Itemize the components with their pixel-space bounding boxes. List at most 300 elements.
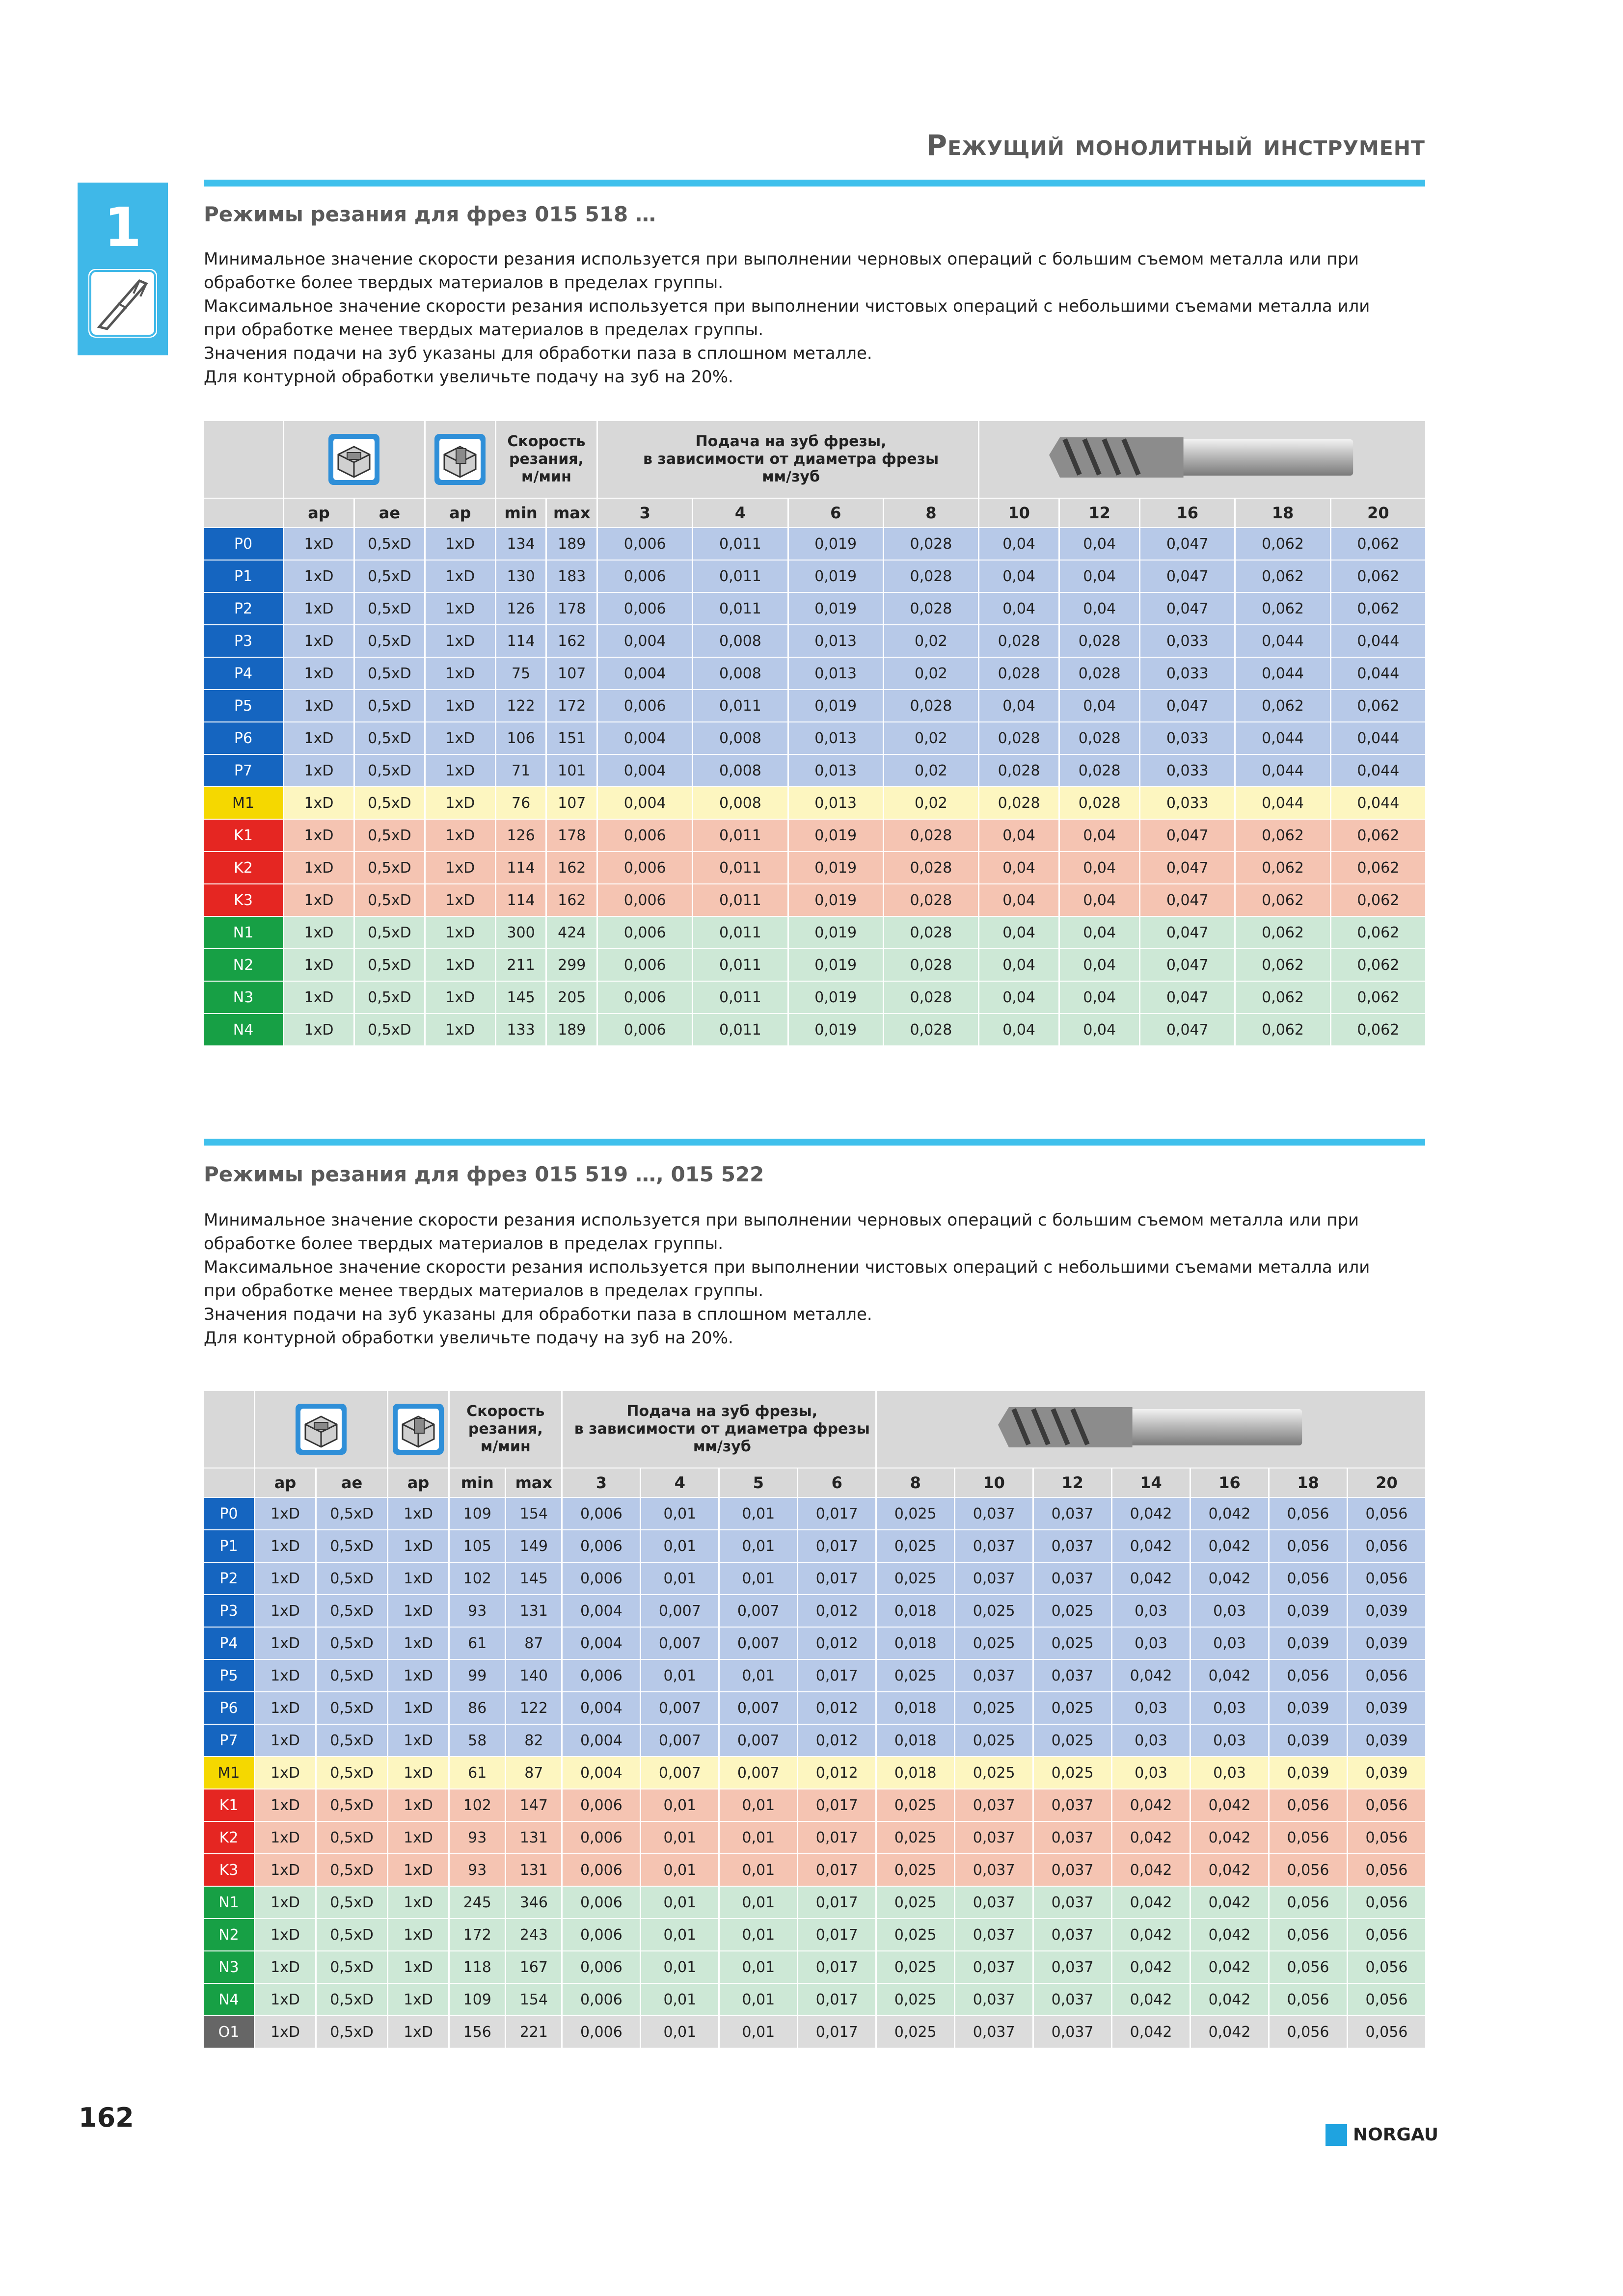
table-cell: 0,004 (598, 755, 692, 786)
table-cell: 0,5xD (355, 593, 424, 624)
table-row (204, 1789, 1425, 1821)
table-cell: 1xD (255, 2016, 315, 2048)
table-cell: 0,011 (693, 949, 787, 981)
table-cell: 0,018 (877, 1595, 954, 1627)
table-cell: 0,019 (789, 982, 883, 1013)
slot-milling-icon (296, 1404, 347, 1455)
table-row (204, 949, 1425, 981)
contour-milling-icon (393, 1404, 444, 1455)
table-cell: 1xD (284, 690, 353, 721)
table-cell: 0,056 (1270, 2016, 1347, 2048)
table-row (204, 820, 1425, 851)
table-cell: 1xD (255, 1595, 315, 1627)
cutting-data-table (202, 420, 1427, 1046)
table-cell: 0,04 (1060, 561, 1139, 592)
table-cell: 0,01 (641, 1887, 718, 1918)
table-cell: 0,037 (1034, 1854, 1111, 1886)
table-cell: 1xD (388, 1789, 448, 1821)
table-cell: 0,025 (1034, 1595, 1111, 1627)
table-row (204, 690, 1425, 721)
table-cell: 0,018 (877, 1692, 954, 1724)
table-cell: 106 (496, 722, 546, 754)
table-cell: 0,025 (877, 1530, 954, 1562)
table-cell: 0,062 (1236, 1014, 1329, 1045)
table-cell: 0,03 (1112, 1628, 1190, 1659)
table-cell: 0,062 (1331, 884, 1425, 916)
table-cell: 107 (547, 658, 596, 689)
table-cell: 0,037 (955, 1919, 1032, 1950)
table-cell: 0,056 (1270, 1854, 1347, 1886)
table-cell: 0,011 (693, 852, 787, 883)
table-cell: 0,056 (1270, 1530, 1347, 1562)
table-cell: 1xD (284, 787, 353, 819)
table-cell: 0,007 (720, 1757, 797, 1789)
table-cell: 0,5xD (317, 1498, 387, 1529)
corner-cell (204, 1391, 254, 1468)
table-cell: 0,042 (1191, 1887, 1268, 1918)
table-cell: 1xD (255, 1984, 315, 2015)
table-cell: 105 (450, 1530, 505, 1562)
table-cell: 1xD (255, 1660, 315, 1691)
feed-label-line: Подача на зуб фрезы, (626, 1403, 818, 1420)
section1-line: при обработке менее твердых материалов в пределах группы. (204, 320, 764, 340)
table-row (204, 1951, 1425, 1983)
table-cell: 1xD (426, 884, 495, 916)
table-cell: 0,006 (598, 561, 692, 592)
column-header: min (450, 1468, 505, 1497)
column-header: 3 (563, 1468, 640, 1497)
table-cell: 205 (547, 982, 596, 1013)
table-cell: 134 (496, 528, 546, 560)
table-cell: 0,007 (641, 1628, 718, 1659)
table-cell: 1xD (255, 1692, 315, 1724)
table-cell: 0,056 (1348, 2016, 1425, 2048)
table-cell: 0,04 (1060, 917, 1139, 948)
table-cell: 0,004 (563, 1757, 640, 1789)
table-cell: 0,047 (1140, 949, 1234, 981)
table-cell: 0,056 (1348, 1919, 1425, 1950)
table-cell: 0,037 (1034, 1951, 1111, 1983)
table-cell: 0,037 (1034, 1984, 1111, 2015)
table-cell: 0,047 (1140, 561, 1234, 592)
table-cell: 0,006 (563, 1984, 640, 2015)
table-cell: 0,004 (598, 722, 692, 754)
table-cell: 0,011 (693, 982, 787, 1013)
table-cell: 0,04 (979, 852, 1058, 883)
material-group-label: N2 (204, 949, 283, 981)
column-header: 3 (598, 499, 692, 527)
table-cell: 0,039 (1270, 1595, 1347, 1627)
table-cell: 0,02 (884, 722, 978, 754)
table-cell: 0,042 (1112, 1854, 1190, 1886)
table-cell: 0,028 (979, 625, 1058, 657)
table-cell: 0,004 (563, 1692, 640, 1724)
table-cell: 0,017 (798, 1984, 875, 2015)
table-cell: 0,056 (1348, 1984, 1425, 2015)
column-header: 16 (1191, 1468, 1268, 1497)
table-cell: 0,017 (798, 1660, 875, 1691)
table-row (204, 561, 1425, 592)
table-cell: 0,01 (641, 1984, 718, 2015)
table-cell: 0,056 (1270, 1660, 1347, 1691)
table-cell: 162 (547, 625, 596, 657)
table-cell: 0,039 (1348, 1757, 1425, 1789)
column-header: ae (355, 499, 424, 527)
column-header: ae (317, 1468, 387, 1497)
table-cell: 0,044 (1236, 625, 1329, 657)
table-row (204, 852, 1425, 883)
table-cell: 0,04 (979, 949, 1058, 981)
table-cell: 0,019 (789, 561, 883, 592)
column-header: 6 (798, 1468, 875, 1497)
table-cell: 0,033 (1140, 625, 1234, 657)
table-cell: 1xD (388, 1822, 448, 1853)
table-cell: 1xD (388, 1919, 448, 1950)
table-cell: 0,028 (1060, 722, 1139, 754)
table-row (204, 658, 1425, 689)
table-cell: 1xD (255, 1563, 315, 1594)
table-cell: 0,5xD (317, 1822, 387, 1853)
table-cell: 1xD (284, 755, 353, 786)
table-cell: 0,047 (1140, 528, 1234, 560)
table-cell: 1xD (255, 1789, 315, 1821)
header-rule (204, 180, 1425, 187)
table-row (204, 1887, 1425, 1918)
table-cell: 0,007 (720, 1692, 797, 1724)
table-cell: 189 (547, 1014, 596, 1045)
table-cell: 0,01 (720, 1498, 797, 1529)
material-group-label: P5 (204, 690, 283, 721)
material-group-label: P2 (204, 1563, 254, 1594)
table-row (204, 1595, 1425, 1627)
table-cell: 1xD (255, 1725, 315, 1756)
table-cell: 0,056 (1270, 1563, 1347, 1594)
table-cell: 0,012 (798, 1595, 875, 1627)
table-cell: 0,042 (1112, 1984, 1190, 2015)
table-cell: 0,018 (877, 1725, 954, 1756)
table-cell: 0,04 (1060, 593, 1139, 624)
table-cell: 0,008 (693, 625, 787, 657)
table-cell: 1xD (284, 528, 353, 560)
table-cell: 0,028 (884, 593, 978, 624)
speed-label-line: м/мин (521, 468, 571, 485)
table-cell: 0,03 (1191, 1725, 1268, 1756)
table-cell: 0,04 (1060, 852, 1139, 883)
table-cell: 0,056 (1270, 1789, 1347, 1821)
table-cell: 0,028 (884, 884, 978, 916)
table-cell: 0,04 (1060, 982, 1139, 1013)
material-group-label: K1 (204, 1789, 254, 1821)
column-header: max (506, 1468, 561, 1497)
table-cell: 0,037 (1034, 2016, 1111, 2048)
table-cell: 0,017 (798, 1789, 875, 1821)
table-cell: 0,04 (979, 884, 1058, 916)
table-cell: 0,04 (979, 561, 1058, 592)
section1-line: Для контурной обработки увеличьте подачу на зуб на 20%. (204, 367, 733, 387)
table-cell: 1xD (255, 1498, 315, 1529)
table-cell: 114 (496, 852, 546, 883)
table-cell: 0,007 (720, 1595, 797, 1627)
table-cell: 0,5xD (355, 528, 424, 560)
table-cell: 0,033 (1140, 722, 1234, 754)
table-cell: 0,01 (641, 1951, 718, 1983)
table-cell: 0,006 (563, 1563, 640, 1594)
table-cell: 0,04 (979, 528, 1058, 560)
contour-milling-icon (434, 434, 486, 485)
table-cell: 0,5xD (355, 658, 424, 689)
table-cell: 0,062 (1236, 561, 1329, 592)
table-cell: 0,011 (693, 884, 787, 916)
end-mill-photo (994, 1395, 1308, 1459)
table-cell: 1xD (284, 982, 353, 1013)
table-cell: 122 (506, 1692, 561, 1724)
column-header: 12 (1060, 499, 1139, 527)
table-cell: 0,025 (877, 1660, 954, 1691)
table-cell: 0,01 (641, 1854, 718, 1886)
table-cell: 87 (506, 1757, 561, 1789)
table-cell: 0,037 (955, 1563, 1032, 1594)
table-cell: 162 (547, 852, 596, 883)
table-cell: 0,01 (641, 1530, 718, 1562)
table-cell: 82 (506, 1725, 561, 1756)
table-cell: 0,056 (1348, 1951, 1425, 1983)
speed-label-line: резания, (509, 451, 584, 468)
table-cell: 126 (496, 593, 546, 624)
table-cell: 0,011 (693, 690, 787, 721)
table-cell: 0,028 (884, 528, 978, 560)
table-cell: 0,011 (693, 917, 787, 948)
table-cell: 0,037 (955, 1887, 1032, 1918)
table-cell: 0,042 (1191, 1563, 1268, 1594)
table-cell: 0,019 (789, 593, 883, 624)
table-cell: 0,03 (1112, 1692, 1190, 1724)
table-cell: 130 (496, 561, 546, 592)
table-cell: 0,025 (1034, 1692, 1111, 1724)
table-cell: 172 (450, 1919, 505, 1950)
speed-label-line: Скорость (507, 433, 586, 450)
table-cell: 131 (506, 1822, 561, 1853)
table-cell: 1xD (284, 884, 353, 916)
table-cell: 0,006 (598, 982, 692, 1013)
table-cell: 0,044 (1236, 787, 1329, 819)
table-cell: 0,039 (1348, 1595, 1425, 1627)
table-cell: 1xD (388, 2016, 448, 2048)
table-row (204, 1919, 1425, 1950)
material-group-label: N4 (204, 1014, 283, 1045)
material-group-label: M1 (204, 787, 283, 819)
column-header: max (547, 499, 596, 527)
table-cell: 0,011 (693, 528, 787, 560)
table-cell: 0,028 (884, 949, 978, 981)
table-cell: 0,047 (1140, 917, 1234, 948)
table-cell: 1xD (388, 1498, 448, 1529)
column-header: ap (284, 499, 353, 527)
feed-label-line: в зависимости от диаметра фрезы (574, 1420, 870, 1438)
table-cell: 0,006 (598, 949, 692, 981)
table-cell: 0,042 (1112, 1822, 1190, 1853)
table-cell: 0,028 (884, 690, 978, 721)
table-cell: 0,028 (884, 852, 978, 883)
table-cell: 0,056 (1348, 1854, 1425, 1886)
material-group-label: N3 (204, 1951, 254, 1983)
column-header: 8 (884, 499, 978, 527)
table-cell: 61 (450, 1757, 505, 1789)
table-cell: 0,019 (789, 690, 883, 721)
table-cell: 122 (496, 690, 546, 721)
table-cell: 0,062 (1331, 982, 1425, 1013)
material-group-label: P1 (204, 561, 283, 592)
table-cell: 0,028 (979, 722, 1058, 754)
table-cell: 1xD (388, 1660, 448, 1691)
table-cell: 0,028 (884, 1014, 978, 1045)
table-cell: 1xD (284, 917, 353, 948)
table-cell: 0,006 (598, 593, 692, 624)
slot-milling-icon (328, 434, 379, 485)
table-cell: 299 (547, 949, 596, 981)
material-group-label: P3 (204, 625, 283, 657)
table-cell: 93 (450, 1595, 505, 1627)
table-cell: 0,006 (598, 528, 692, 560)
table-cell: 0,047 (1140, 884, 1234, 916)
table-cell: 93 (450, 1854, 505, 1886)
table-cell: 0,012 (798, 1692, 875, 1724)
column-header: 10 (955, 1468, 1032, 1497)
table-cell: 0,007 (641, 1757, 718, 1789)
table-cell: 0,017 (798, 1530, 875, 1562)
table-cell: 0,5xD (355, 820, 424, 851)
table-cell: 126 (496, 820, 546, 851)
table-row (204, 1014, 1425, 1045)
table-cell: 0,007 (720, 1628, 797, 1659)
table-cell: 0,008 (693, 658, 787, 689)
table-cell: 0,004 (598, 658, 692, 689)
table-cell: 0,006 (598, 820, 692, 851)
table-cell: 0,062 (1331, 561, 1425, 592)
table-cell: 1xD (388, 1984, 448, 2015)
column-header: 18 (1270, 1468, 1347, 1497)
table-cell: 0,006 (563, 2016, 640, 2048)
section2-rule (204, 1139, 1425, 1146)
table-cell: 0,039 (1348, 1725, 1425, 1756)
table-cell: 0,037 (1034, 1789, 1111, 1821)
table-cell: 0,004 (598, 625, 692, 657)
table-cell: 0,03 (1191, 1628, 1268, 1659)
table-cell: 0,039 (1270, 1628, 1347, 1659)
table-cell: 0,062 (1236, 593, 1329, 624)
table-cell: 140 (506, 1660, 561, 1691)
column-header: 20 (1331, 499, 1425, 527)
table-cell: 0,042 (1112, 1530, 1190, 1562)
table-cell: 0,037 (1034, 1530, 1111, 1562)
table-cell: 0,056 (1348, 1660, 1425, 1691)
table-cell: 0,01 (641, 1919, 718, 1950)
table-cell: 0,025 (955, 1628, 1032, 1659)
table-cell: 0,01 (641, 1789, 718, 1821)
table-cell: 0,5xD (317, 1951, 387, 1983)
table-cell: 154 (506, 1498, 561, 1529)
column-header: 4 (693, 499, 787, 527)
table-cell: 0,5xD (317, 1530, 387, 1562)
table-cell: 0,056 (1270, 1984, 1347, 2015)
table-row (204, 1725, 1425, 1756)
table-cell: 1xD (426, 528, 495, 560)
table-cell: 1xD (426, 787, 495, 819)
table-cell: 0,004 (563, 1628, 640, 1659)
table-cell: 0,006 (598, 852, 692, 883)
table-cell: 0,013 (789, 625, 883, 657)
table-cell: 0,013 (789, 755, 883, 786)
chapter-number: 1 (104, 196, 142, 259)
table-cell: 0,02 (884, 787, 978, 819)
table-cell: 1xD (426, 852, 495, 883)
table-cell: 0,004 (563, 1725, 640, 1756)
table-row (204, 755, 1425, 786)
table-cell: 0,062 (1236, 982, 1329, 1013)
table-cell: 0,01 (720, 1951, 797, 1983)
chapter-drill-icon (88, 269, 157, 338)
table-cell: 109 (450, 1498, 505, 1529)
table-cell: 0,062 (1331, 949, 1425, 981)
table-cell: 1xD (255, 1530, 315, 1562)
table-cell: 154 (506, 1984, 561, 2015)
table-cell: 0,5xD (317, 1887, 387, 1918)
table-cell: 0,028 (1060, 755, 1139, 786)
column-header: ap (255, 1468, 315, 1497)
table-cell: 1xD (388, 1563, 448, 1594)
table-cell: 156 (450, 2016, 505, 2048)
table-cell: 0,025 (877, 1498, 954, 1529)
table-cell: 0,028 (979, 755, 1058, 786)
column-header: 4 (641, 1468, 718, 1497)
table-cell: 0,047 (1140, 1014, 1234, 1045)
table-row (204, 1757, 1425, 1789)
feed-label-line: Подача на зуб фрезы, (695, 433, 887, 450)
table-cell: 0,062 (1331, 852, 1425, 883)
table-cell: 0,056 (1348, 1530, 1425, 1562)
table-cell: 0,5xD (355, 690, 424, 721)
table-cell: 114 (496, 625, 546, 657)
table-cell: 0,004 (563, 1595, 640, 1627)
section2-line: Значения подачи на зуб указаны для обработки паза в сплошном металле. (204, 1305, 872, 1324)
table-cell: 0,008 (693, 722, 787, 754)
table-cell: 1xD (426, 982, 495, 1013)
table-cell: 0,039 (1348, 1692, 1425, 1724)
table-cell: 0,025 (877, 1919, 954, 1950)
table-cell: 0,028 (979, 658, 1058, 689)
table-cell: 86 (450, 1692, 505, 1724)
table-cell: 149 (506, 1530, 561, 1562)
table-cell: 0,006 (563, 1660, 640, 1691)
table-row (204, 1563, 1425, 1594)
table-cell: 0,01 (720, 1822, 797, 1853)
material-group-label: K2 (204, 1822, 254, 1853)
table-cell: 58 (450, 1725, 505, 1756)
table-cell: 0,042 (1112, 1887, 1190, 1918)
table-cell: 0,019 (789, 884, 883, 916)
section1-title: Режимы резания для фрез 015 518 … (204, 202, 656, 226)
table-cell: 0,5xD (317, 1692, 387, 1724)
table-cell: 0,019 (789, 528, 883, 560)
table-cell: 0,044 (1236, 755, 1329, 786)
table-cell: 0,03 (1112, 1757, 1190, 1789)
table-cell: 0,047 (1140, 982, 1234, 1013)
table-cell: 0,5xD (317, 1789, 387, 1821)
table-cell: 0,033 (1140, 755, 1234, 786)
section1-line: Минимальное значение скорости резания используется при выполнении черновых операций с большим съемом металла или при (204, 249, 1359, 269)
table-cell: 0,012 (798, 1628, 875, 1659)
table-cell: 0,044 (1331, 722, 1425, 754)
table-cell: 0,062 (1236, 852, 1329, 883)
